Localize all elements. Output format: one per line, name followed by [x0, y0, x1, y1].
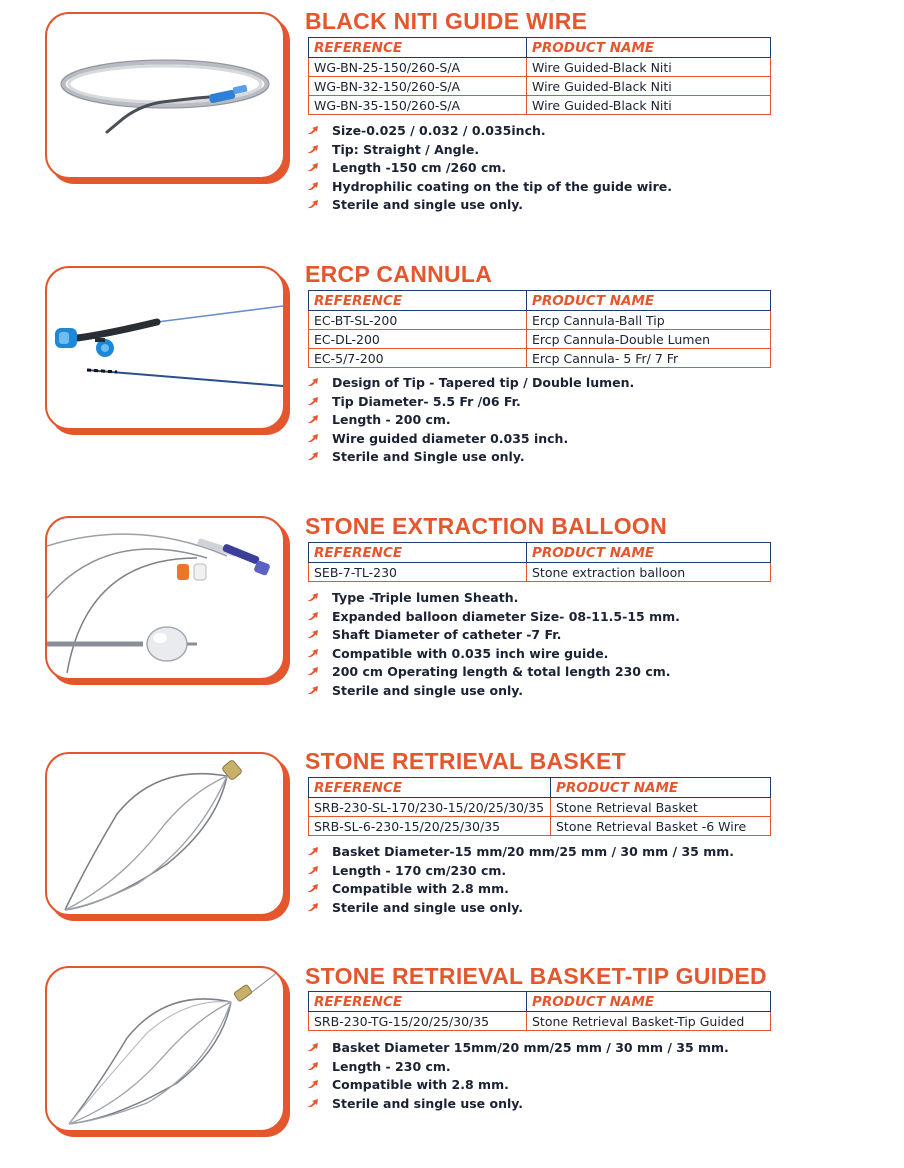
list-item — [306, 122, 672, 141]
extraction-balloon-image — [47, 518, 283, 678]
feature-text: Sterile and single use only. — [332, 1095, 524, 1111]
arrow-bullet-icon — [306, 432, 332, 446]
reference-cell: WG-BN-35-150/260-S/A — [309, 96, 527, 115]
product-image-extraction-balloon — [45, 516, 285, 680]
reference-cell: SRB-230-SL-170/230-15/20/25/30/35 — [309, 798, 551, 817]
product-image-ercp-cannula — [45, 266, 285, 430]
arrow-bullet-icon — [306, 1060, 332, 1074]
arrow-bullet-icon — [306, 591, 332, 605]
list-item — [306, 862, 734, 881]
list-item — [306, 880, 734, 899]
reference-cell: SEB-7-TL-230 — [309, 563, 527, 582]
arrow-bullet-icon — [306, 628, 332, 642]
list-item — [306, 159, 672, 178]
feature-text: Length -150 cm /260 cm. — [332, 160, 507, 175]
list-item — [306, 608, 680, 627]
arrow-bullet-icon — [306, 124, 332, 138]
feature-text: Hydrophilic coating on the tip of the guide wire. — [332, 178, 672, 194]
arrow-bullet-icon — [306, 413, 332, 427]
product-name-cell: Ercp Cannula-Double Lumen — [527, 330, 771, 349]
reference-header: REFERENCE — [309, 291, 527, 311]
feature-text: Size-0.025 / 0.032 / 0.035inch. — [332, 123, 546, 138]
product-table — [308, 777, 771, 836]
reference-cell: EC-BT-SL-200 — [309, 311, 527, 330]
product-table — [308, 290, 771, 368]
section-title: BLACK NITI GUIDE WIRE — [305, 8, 588, 34]
reference-cell: SRB-230-TG-15/20/25/30/35 — [309, 1012, 527, 1031]
product-name-cell: Wire Guided-Black Niti — [527, 77, 771, 96]
list-item — [306, 430, 634, 449]
list-item — [306, 682, 680, 701]
guide-wire-image — [47, 14, 283, 177]
feature-text: Type -Triple lumen Sheath. — [332, 590, 519, 605]
arrow-bullet-icon — [306, 1041, 332, 1055]
feature-list — [306, 122, 672, 215]
arrow-bullet-icon — [306, 161, 332, 175]
product-name-cell: Stone Retrieval Basket -6 Wire — [551, 817, 771, 836]
product-name-header: PRODUCT NAME — [527, 38, 771, 58]
arrow-bullet-icon — [306, 450, 332, 464]
list-item — [306, 663, 680, 682]
table-row — [309, 349, 771, 368]
reference-cell: SRB-SL-6-230-15/20/25/30/35 — [309, 817, 551, 836]
table-header-row — [309, 778, 771, 798]
list-item — [306, 393, 634, 412]
feature-text: Sterile and single use only. — [332, 899, 524, 915]
product-name-cell: Stone Retrieval Basket — [551, 798, 771, 817]
product-name-cell: Ercp Cannula-Ball Tip — [527, 311, 771, 330]
list-item — [306, 1058, 729, 1077]
product-name-header: PRODUCT NAME — [527, 992, 771, 1012]
table-header-row — [309, 38, 771, 58]
section-title: STONE EXTRACTION BALLOON — [305, 513, 668, 539]
table-header-row — [309, 291, 771, 311]
arrow-bullet-icon — [306, 901, 332, 915]
feature-text: Design of Tip - Tapered tip / Double lumen. — [332, 375, 635, 390]
product-name-cell: Wire Guided-Black Niti — [527, 96, 771, 115]
feature-text: Compatible with 2.8 mm. — [332, 1077, 509, 1092]
ercp-cannula-image — [47, 268, 283, 428]
product-table — [308, 542, 771, 582]
arrow-bullet-icon — [306, 845, 332, 859]
table-row — [309, 1012, 771, 1031]
retrieval-basket-image — [47, 754, 283, 914]
product-name-cell: Stone extraction balloon — [527, 563, 771, 582]
arrow-bullet-icon — [306, 198, 332, 212]
reference-header: REFERENCE — [309, 38, 527, 58]
table-row — [309, 330, 771, 349]
reference-cell: EC-5/7-200 — [309, 349, 527, 368]
list-item — [306, 1039, 729, 1058]
product-table — [308, 991, 771, 1031]
arrow-bullet-icon — [306, 647, 332, 661]
list-item — [306, 626, 680, 645]
arrow-bullet-icon — [306, 143, 332, 157]
arrow-bullet-icon — [306, 1078, 332, 1092]
section-title: ERCP CANNULA — [305, 261, 493, 287]
arrow-bullet-icon — [306, 864, 332, 878]
feature-list — [306, 1039, 729, 1113]
list-item — [306, 141, 672, 160]
reference-header: REFERENCE — [309, 992, 527, 1012]
feature-text: 200 cm Operating length & total length 230 cm. — [332, 664, 671, 679]
feature-text: Length - 200 cm. — [332, 412, 451, 427]
table-row — [309, 77, 771, 96]
table-row — [309, 798, 771, 817]
product-image-tip-guided-basket — [45, 966, 285, 1132]
list-item — [306, 589, 680, 608]
table-header-row — [309, 543, 771, 563]
feature-text: Basket Diameter 15mm/20 mm/25 mm / 30 mm / 35 mm. — [332, 1040, 729, 1055]
feature-text: Tip Diameter- 5.5 Fr /06 Fr. — [332, 393, 521, 409]
feature-text: Shaft Diameter of catheter -7 Fr. — [332, 627, 562, 642]
product-image-retrieval-basket — [45, 752, 285, 916]
feature-text: Sterile and single use only. — [332, 197, 524, 212]
reference-cell: EC-DL-200 — [309, 330, 527, 349]
list-item — [306, 374, 634, 393]
list-item — [306, 645, 680, 664]
table-row — [309, 817, 771, 836]
product-name-header: PRODUCT NAME — [527, 543, 771, 563]
feature-text: Compatible with 2.8 mm. — [332, 881, 509, 896]
list-item — [306, 843, 734, 862]
product-name-header: PRODUCT NAME — [551, 778, 771, 798]
arrow-bullet-icon — [306, 665, 332, 679]
reference-cell: WG-BN-25-150/260-S/A — [309, 58, 527, 77]
feature-text: Length - 170 cm/230 cm. — [332, 862, 507, 878]
section-title: STONE RETRIEVAL BASKET — [305, 748, 626, 774]
table-row — [309, 58, 771, 77]
feature-list — [306, 843, 734, 917]
table-header-row — [309, 992, 771, 1012]
reference-header: REFERENCE — [309, 543, 527, 563]
feature-list — [306, 374, 634, 467]
feature-text: Sterile and Single use only. — [332, 449, 525, 464]
feature-text: Wire guided diameter 0.035 inch. — [332, 430, 569, 446]
list-item — [306, 411, 634, 430]
feature-text: Sterile and single use only. — [332, 682, 524, 698]
list-item — [306, 899, 734, 918]
feature-list — [306, 589, 680, 700]
table-row — [309, 311, 771, 330]
arrow-bullet-icon — [306, 882, 332, 896]
list-item — [306, 178, 672, 197]
product-name-cell: Wire Guided-Black Niti — [527, 58, 771, 77]
reference-cell: WG-BN-32-150/260-S/A — [309, 77, 527, 96]
list-item — [306, 196, 672, 215]
arrow-bullet-icon — [306, 1097, 332, 1111]
arrow-bullet-icon — [306, 376, 332, 390]
product-table — [308, 37, 771, 115]
tip-guided-basket-image — [47, 968, 283, 1130]
arrow-bullet-icon — [306, 395, 332, 409]
product-name-cell: Stone Retrieval Basket-Tip Guided — [527, 1012, 771, 1031]
arrow-bullet-icon — [306, 180, 332, 194]
list-item — [306, 1095, 729, 1114]
feature-text: Tip: Straight / Angle. — [332, 141, 480, 157]
table-row — [309, 96, 771, 115]
section-title: STONE RETRIEVAL BASKET-TIP GUIDED — [305, 963, 767, 989]
product-name-header: PRODUCT NAME — [527, 291, 771, 311]
feature-text: Expanded balloon diameter Size- 08-11.5-15 mm. — [332, 608, 680, 624]
product-name-cell: Ercp Cannula- 5 Fr/ 7 Fr — [527, 349, 771, 368]
reference-header: REFERENCE — [309, 778, 551, 798]
product-image-guide-wire — [45, 12, 285, 179]
arrow-bullet-icon — [306, 610, 332, 624]
list-item — [306, 1076, 729, 1095]
arrow-bullet-icon — [306, 684, 332, 698]
feature-text: Compatible with 0.035 inch wire guide. — [332, 645, 609, 661]
list-item — [306, 448, 634, 467]
feature-text: Basket Diameter-15 mm/20 mm/25 mm / 30 mm / 35 mm. — [332, 844, 734, 859]
table-row — [309, 563, 771, 582]
feature-text: Length - 230 cm. — [332, 1058, 451, 1074]
